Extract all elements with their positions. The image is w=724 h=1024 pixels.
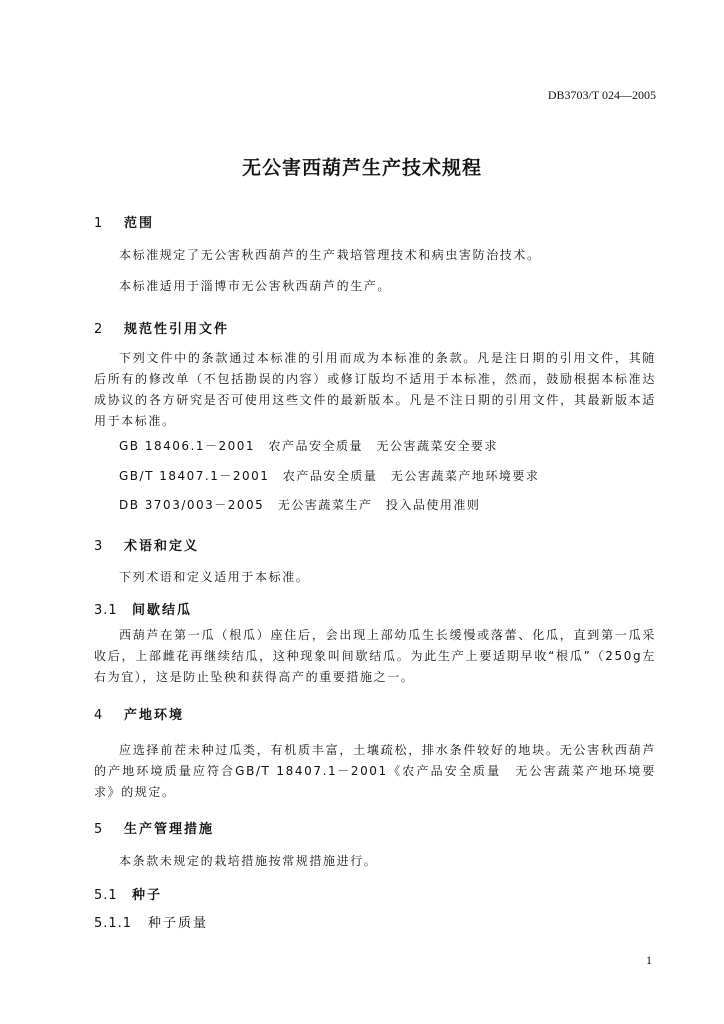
page-number: 1 [646, 953, 652, 967]
section-5-heading [94, 818, 656, 837]
reference-item: GB/T 18407.1－2001 农产品安全质量 无公害蔬菜产地环境要求 [119, 469, 540, 483]
section-title: 种子质量 [148, 916, 209, 931]
document-code: DB3703/T 024—2005 [547, 88, 656, 102]
section-5-1-heading [94, 884, 656, 903]
section-number: 3 [94, 539, 103, 554]
section-number: 5.1 [94, 888, 118, 903]
section-3-paragraph-1: 下列术语和定义适用于本标准。 [119, 570, 310, 584]
section-3-heading [94, 535, 656, 554]
section-number: 3.1 [94, 603, 118, 618]
section-1-paragraph-1: 本标准规定了无公害秋西葫芦的生产栽培管理技术和病虫害防治技术。 [119, 248, 541, 262]
section-number: 4 [94, 708, 103, 723]
section-number: 2 [94, 322, 103, 337]
section-4-heading [94, 704, 656, 723]
section-title: 术语和定义 [124, 539, 200, 554]
section-title: 间歇结瓜 [132, 603, 193, 618]
section-title: 种子 [132, 888, 163, 903]
section-title: 范围 [124, 216, 155, 231]
document-title: 无公害西葫芦生产技术规程 [241, 157, 482, 179]
reference-item: GB 18406.1－2001 农产品安全质量 无公害蔬菜安全要求 [119, 439, 499, 453]
section-3-1-paragraph-1: 西葫芦在第一瓜（根瓜）座住后，会出现上部幼瓜生长缓慢或落蕾、化瓜，直到第一瓜采收后，上部雌花再继续结瓜，这种现象叫间歇结瓜。为此生产上要适期早收“根瓜”（250g左右为宜），这是防止坠秧和获得高产的重要措施之一。 [94, 628, 656, 684]
section-4-paragraph-1: 应选择前茬未种过瓜类，有机质丰富，土壤疏松，排水条件较好的地块。无公害秋西葫芦的产地环境质量应符合GB/T 18407.1－2001《农产品安全质量 无公害蔬菜产地环境要求》的规定。 [94, 743, 656, 799]
section-number: 5.1.1 [94, 916, 133, 931]
section-2-paragraph-1: 下列文件中的条款通过本标准的引用而成为本标准的条款。凡是注日期的引用文件，其随后所有的修改单（不包括勘误的内容）或修订版均不适用于本标准，然而，鼓励根据本标准达成协议的各方研究是否可使用这些文件的最新版本。凡是不注日期的引用文件，其最新版本适用于本标准。 [94, 351, 656, 428]
section-1-paragraph-2: 本标准适用于淄博市无公害秋西葫芦的生产。 [119, 279, 392, 293]
section-title: 规范性引用文件 [124, 322, 230, 337]
section-3-1-heading [94, 599, 656, 618]
section-title: 生产管理措施 [124, 822, 215, 837]
section-number: 5 [94, 822, 103, 837]
section-number: 1 [94, 216, 103, 231]
section-5-1-1-heading [94, 912, 656, 931]
section-5-paragraph-1: 本条款未规定的栽培措施按常规措施进行。 [119, 854, 378, 868]
reference-item: DB 3703/003－2005 无公害蔬菜生产 投入品使用准则 [119, 498, 481, 512]
section-2-heading [94, 318, 656, 337]
section-title: 产地环境 [124, 708, 185, 723]
section-1-heading [94, 212, 656, 231]
